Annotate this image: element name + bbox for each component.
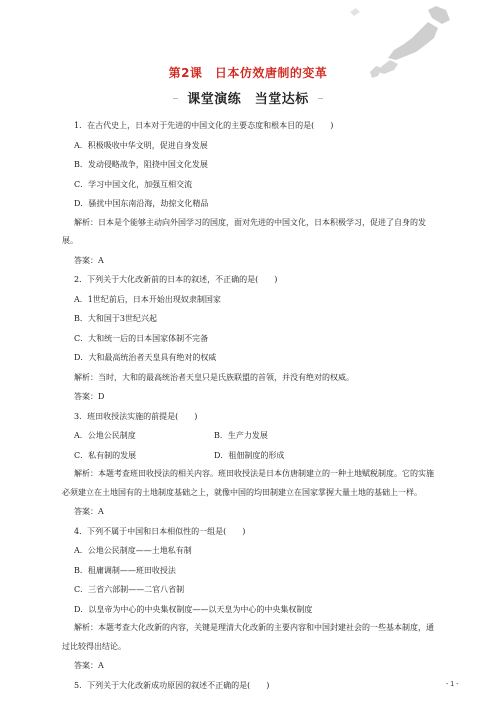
lesson-title: 第2课 日本仿效唐制的变革 [168,66,328,80]
question-stem: 2．下列关于大化改新前的日本的叙述，不正确的是( ) [74,275,278,284]
question-stem: 3．班田收授法实施的前提是( ) [74,411,198,421]
analysis: 解析：本题考查班田收授法的相关内容。班田收授法是日本仿唐制建立的一种土地赋税制度。它的实施必须建立在土地国有的土地制度基础之上，就像中国的均田制建立在国家掌握大量土地的基础上一样。 [62,469,434,497]
section-title: 课堂演练 当堂达标 [178,88,318,107]
option: B．生产力发展 [214,431,268,440]
question-stem: 4．下列不属于中国和日本相似性的一组是( ) [74,526,246,536]
option: C．大和统一后的日本国家体制不完备 [74,333,209,343]
option: C．三省六部制——二官八省制 [74,585,185,594]
option: C．私有制的发展 [74,450,137,460]
question-list [62,116,436,695]
option: D．租佃制度的形成 [214,450,285,460]
option: D．大和最高统治者天皇具有绝对的权威 [74,353,217,362]
question-stem: 5．下列关于大化改新成功原因的叙述不正确的是( ) [74,680,270,690]
option: B．租庸调制——班田收授法 [74,565,176,575]
option: A．公地公民制度 [74,431,136,440]
analysis: 解析：本题考查大化改新的内容，关键是理清大化改新的主要内容和中国封建社会的一些基本制度，通过比较得出结论。 [62,623,434,651]
answer: 答案：A [74,661,104,670]
page-number: - 1 - [446,681,459,688]
option-row [62,426,436,446]
option: A．1世纪前后，日本开始出现奴隶制国家 [74,294,221,304]
option: D．以皇帝为中心的中央集权制度——以天皇为中心的中央集权制度 [74,604,313,614]
answer: 答案：D [74,392,105,401]
option: C．学习中国文化，加强互相交流 [74,179,193,189]
section-header [0,88,496,108]
answer: 答案：A [74,255,104,265]
option-row [62,446,436,466]
option: A．积极吸收中华文明，促进自身发展 [74,140,208,150]
option: A．公地公民制度——土地私有制 [74,546,192,555]
option: B．大和国于3世纪兴起 [74,314,157,323]
option: D．骚扰中国东南沿海，劫掠文化精品 [74,199,209,208]
analysis: 解析：日本是个能够主动向外国学习的国度，面对先进的中国文化，日本积极学习，促进了自身的发展。 [62,217,426,245]
question-stem: 1．在古代史上，日本对于先进的中国文化的主要态度和根本目的是( ) [74,121,334,130]
option: B．发动侵略战争，阻挠中国文化发展 [74,160,208,169]
answer: 答案：A [74,507,104,516]
analysis: 解析：当时，大和的最高统治者天皇只是氏族联盟的首领，并没有绝对的权威。 [74,372,354,382]
